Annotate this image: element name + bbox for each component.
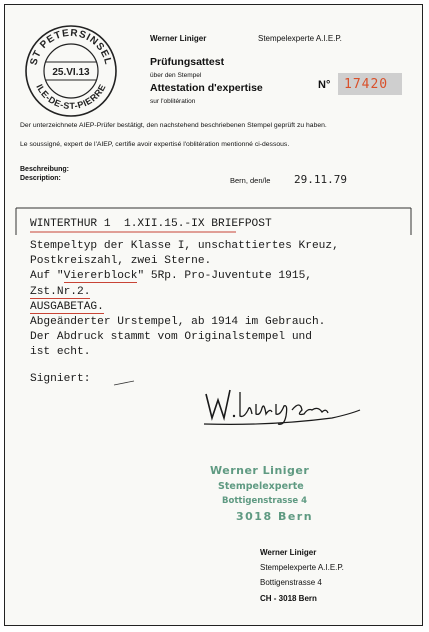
typed-line-4-prefix: Auf "	[30, 270, 64, 282]
address-city: CH - 3018 Bern	[260, 594, 317, 603]
stamp-street: Bottigenstrasse 4	[222, 496, 308, 506]
address-street: Bottigenstrasse 4	[260, 578, 322, 587]
signature-text: W. Liniger	[200, 380, 205, 381]
intro-de: Der unterzeichnete AIEP-Prüfer bestätigt, den nachstehend beschriebenen Stempel geprüft zu haben.	[20, 122, 327, 129]
intro-fr: Le soussigné, expert de l'AIEP, certifie avoir expertisé l'oblitération mentionné ci-dessous.	[20, 141, 290, 148]
viererblock-underlined: Viererblock	[63, 270, 138, 282]
ausgabetag: AUSGABETAG.	[30, 301, 104, 313]
typed-line-7: Abgeänderter Urstempel, ab 1914 im Gebrauch.	[30, 316, 326, 328]
typed-line-3: Postkreiszahl, zwei Sterne.	[30, 255, 212, 267]
signiert-label: Signiert:	[30, 373, 91, 385]
certificate-number: 17420	[344, 77, 389, 92]
subtitle-fr: sur l'oblitération	[150, 98, 196, 105]
typed-line-2: Stempeltyp der Klasse I, unschattiertes Kreuz,	[30, 240, 339, 252]
certificate-date: 29.11.79	[294, 173, 347, 186]
postmark-date: 25.VI.13	[52, 67, 90, 78]
zst-nr: Zst.Nr.2.	[30, 286, 91, 298]
stamp-title: Stempelexperte	[218, 481, 304, 492]
typed-line-1: WINTERTHUR 1 1.XII.15.-IX BRIEFPOST	[30, 218, 272, 230]
typed-line-9: ist echt.	[30, 346, 91, 358]
place-label: Bern, den/le	[230, 176, 271, 185]
signature	[200, 380, 380, 430]
postmark-stamp	[24, 24, 118, 118]
postmark-bottom-text: ILE-DE-ST-PIERRE	[34, 82, 108, 112]
subtitle-de: über den Stempel	[150, 72, 202, 79]
svg-text:ILE-DE-ST-PIERRE	[34, 82, 107, 111]
stamp-city: 3018 Bern	[236, 510, 314, 523]
header-title: Stempelexperte A.I.E.P.	[258, 34, 342, 43]
title-fr: Attestation d'expertise	[150, 82, 263, 94]
typed-line-4-suffix: " 5Rp. Pro-Juventute 1915,	[137, 270, 312, 282]
svg-text:ST PETERSINSEL	[28, 28, 113, 67]
number-label: N°	[318, 79, 331, 91]
postmark-top-text: ST PETERSINSEL	[28, 27, 114, 67]
label-beschreibung: Beschreibung:	[20, 166, 70, 173]
header-name: Werner Liniger	[150, 34, 207, 43]
label-description: Description:	[20, 175, 61, 182]
title-de: Prüfungsattest	[150, 56, 225, 68]
stamp-name: Werner Liniger	[210, 464, 310, 477]
address-title: Stempelexperte A.I.E.P.	[260, 563, 344, 572]
typed-line-8: Der Abdruck stammt vom Originalstempel und	[30, 331, 312, 343]
address-name: Werner Liniger	[260, 548, 317, 557]
frame-lines	[4, 205, 423, 405]
